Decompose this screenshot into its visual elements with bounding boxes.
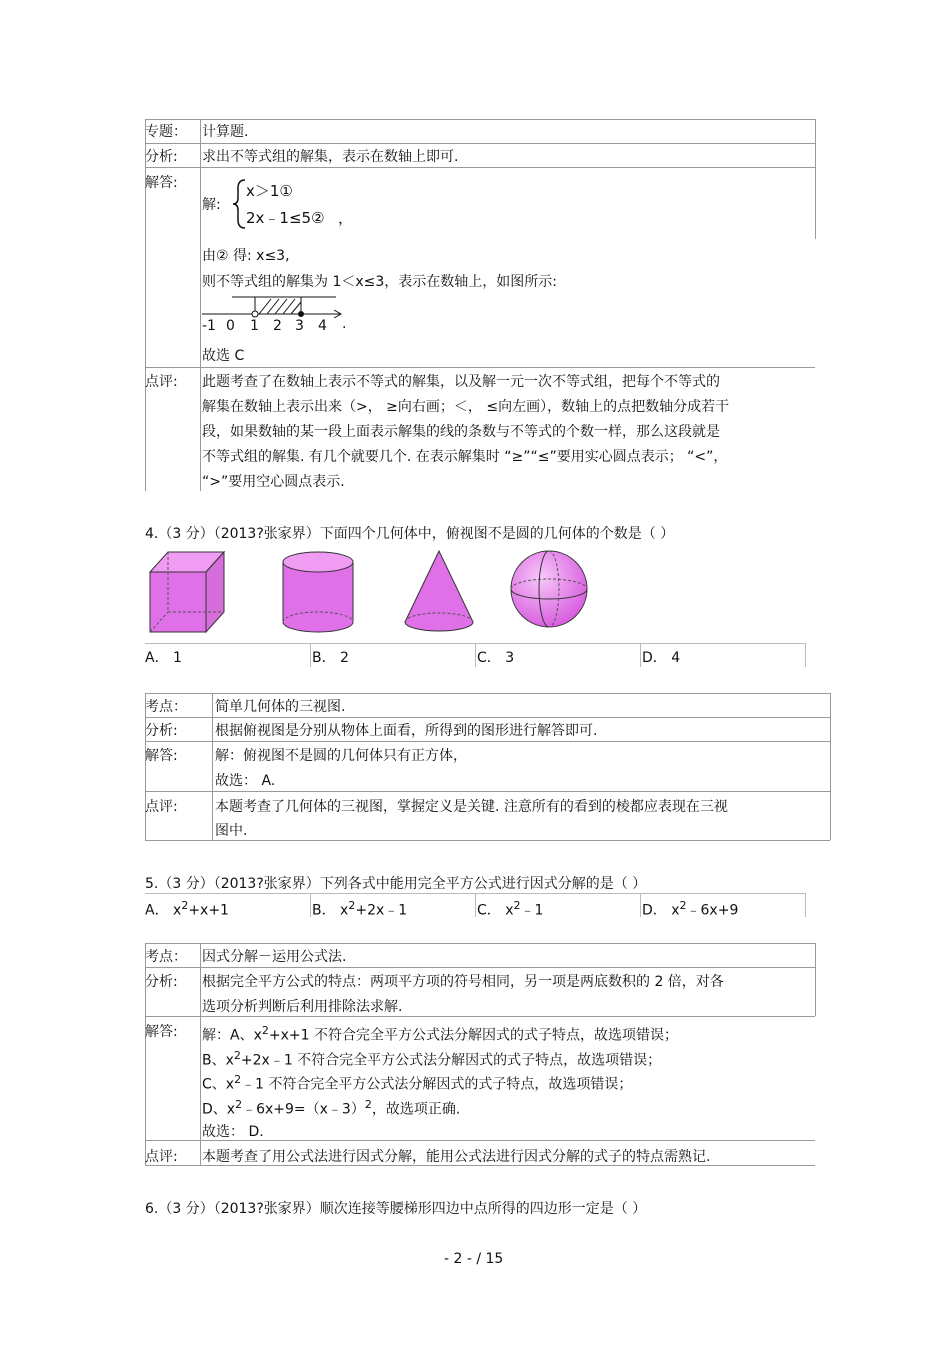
question-5-stem: 5.（3 分）（2013?张家界）下列各式中能用完全平方公式进行因式分解的是（ ） (145, 876, 647, 892)
q4-option-b[interactable]: B． 2 (312, 650, 349, 666)
comment-line-2: 解集在数轴上表示出来（>， ≥向右画；＜， ≤向左画），数轴上的点把数轴分成若干 (202, 399, 730, 415)
tick-label-2: 2 (273, 318, 282, 334)
q4-comment-2: 图中. (215, 823, 248, 839)
q5-solution-d: D、$x^2﹣6x+9=(x﹣3)^2$，故选项正确. (202, 1098, 461, 1118)
q5-option-c[interactable]: C． $x^2﹣1$ (477, 899, 544, 919)
q5-comment: 本题考查了用公式法进行因式分解，能用公式法进行因式分解的式子的特点需熟记. (202, 1149, 711, 1165)
comment-line-4: 不等式组的解集. 有几个就要几个. 在表示解集时 “≥”“≤”要用实心圆点表示； “<”， (202, 449, 728, 465)
tick-label-4: 4 (318, 318, 327, 334)
q5-solution-a: 解：A、$x^2+x+1$ 不符合完全平方公式法分解因式的式子特点，故选项错误； (202, 1024, 678, 1044)
label-comment: 点评: (145, 374, 178, 390)
tick-label-m1: -1 (202, 318, 216, 334)
q4-option-d[interactable]: D． 4 (642, 650, 681, 666)
tick-label-0: 0 (226, 318, 235, 334)
tick-label-3: 3 (295, 318, 304, 334)
label-solution: 解答: (145, 175, 178, 191)
q4-analysis: 根据俯视图是分别从物体上面看，所得到的图形进行解答即可. (215, 723, 598, 739)
q5-solution-b: B、$x^2+2x﹣1$ 不符合完全平方公式法分解因式的式子特点，故选项错误； (202, 1049, 662, 1069)
cone-icon (402, 548, 476, 634)
q4-label-comment: 点评: (145, 799, 178, 815)
q5-option-a[interactable]: A． $x^2+x+1$ (145, 899, 229, 919)
q5-option-b[interactable]: B． $x^2+2x﹣1$ (312, 899, 408, 919)
comment-line-5: “>”要用空心圆点表示. (202, 474, 345, 490)
step-solution-set: 则不等式组的解集为 1＜x≤3，表示在数轴上，如图所示: (202, 274, 557, 290)
q5-answer: 故选： D. (202, 1124, 264, 1140)
step-from-2: 由② 得: x≤3, (202, 248, 290, 264)
axis-period: . (342, 316, 347, 332)
cylinder-icon (280, 550, 356, 634)
q4-option-a[interactable]: A． 1 (145, 650, 182, 666)
q4-kaodian: 简单几何体的三视图. (215, 699, 346, 715)
q4-option-c[interactable]: C． 3 (477, 650, 515, 666)
q5-analysis-2: 选项分析判断后利用排除法求解. (202, 999, 403, 1015)
system-line-2: 2x﹣1≤5② (246, 209, 325, 227)
q5-solution-c: C、$x^2﹣1$ 不符合完全平方公式法分解因式的式子特点，故选项错误； (202, 1073, 633, 1093)
q5-label-comment: 点评: (145, 1149, 178, 1165)
q4-label-kaodian: 考点： (145, 699, 187, 715)
q4-label-solution: 解答: (145, 748, 178, 764)
tick-label-1: 1 (250, 318, 259, 334)
answer-choice: 故选 C (202, 348, 245, 364)
q4-solution-1: 解：俯视图不是圆的几何体只有正方体， (215, 748, 467, 764)
q5-kaodian: 因式分解－运用公式法. (202, 949, 347, 965)
cube-icon (148, 550, 228, 634)
q5-option-d[interactable]: D． $x^2﹣6x+9$ (642, 899, 739, 919)
system-comma: ， (338, 209, 354, 227)
label-analysis: 分析: (145, 149, 178, 165)
analysis-text: 求出不等式组的解集，表示在数轴上即可. (202, 149, 459, 165)
q4-comment-1: 本题考查了几何体的三视图，掌握定义是关键. 注意所有的看到的棱都应表现在三视 (215, 799, 728, 815)
sphere-icon (508, 548, 590, 630)
label-zhuanti: 专题： (145, 124, 187, 140)
q5-analysis-1: 根据完全平方公式的特点：两项平方项的符号相同，另一项是两底数积的 2 倍，对各 (202, 974, 724, 990)
topic-text: 计算题. (202, 124, 249, 140)
page-number: - 2 - / 15 (444, 1251, 504, 1267)
question-4-stem: 4.（3 分）（2013?张家界）下面四个几何体中，俯视图不是圆的几何体的个数是（ ） (145, 526, 675, 542)
system-line-1: x＞1① (246, 182, 293, 200)
q5-label-solution: 解答: (145, 1024, 178, 1040)
q5-label-kaodian: 考点： (145, 949, 187, 965)
solution-jie: 解: (202, 197, 221, 213)
comment-line-3: 段，如果数轴的某一段上面表示解集的线的条数与不等式的个数一样，那么这段就是 (202, 424, 720, 440)
q4-solution-2: 故选： A. (215, 773, 276, 789)
comment-line-1: 此题考查了在数轴上表示不等式的解集，以及解一元一次不等式组，把每个不等式的 (202, 374, 720, 390)
q5-label-analysis: 分析: (145, 974, 178, 990)
q4-label-analysis: 分析: (145, 723, 178, 739)
question-6-stem: 6.（3 分）（2013?张家界）顺次连接等腰梯形四边中点所得的四边形一定是（ ） (145, 1201, 647, 1217)
